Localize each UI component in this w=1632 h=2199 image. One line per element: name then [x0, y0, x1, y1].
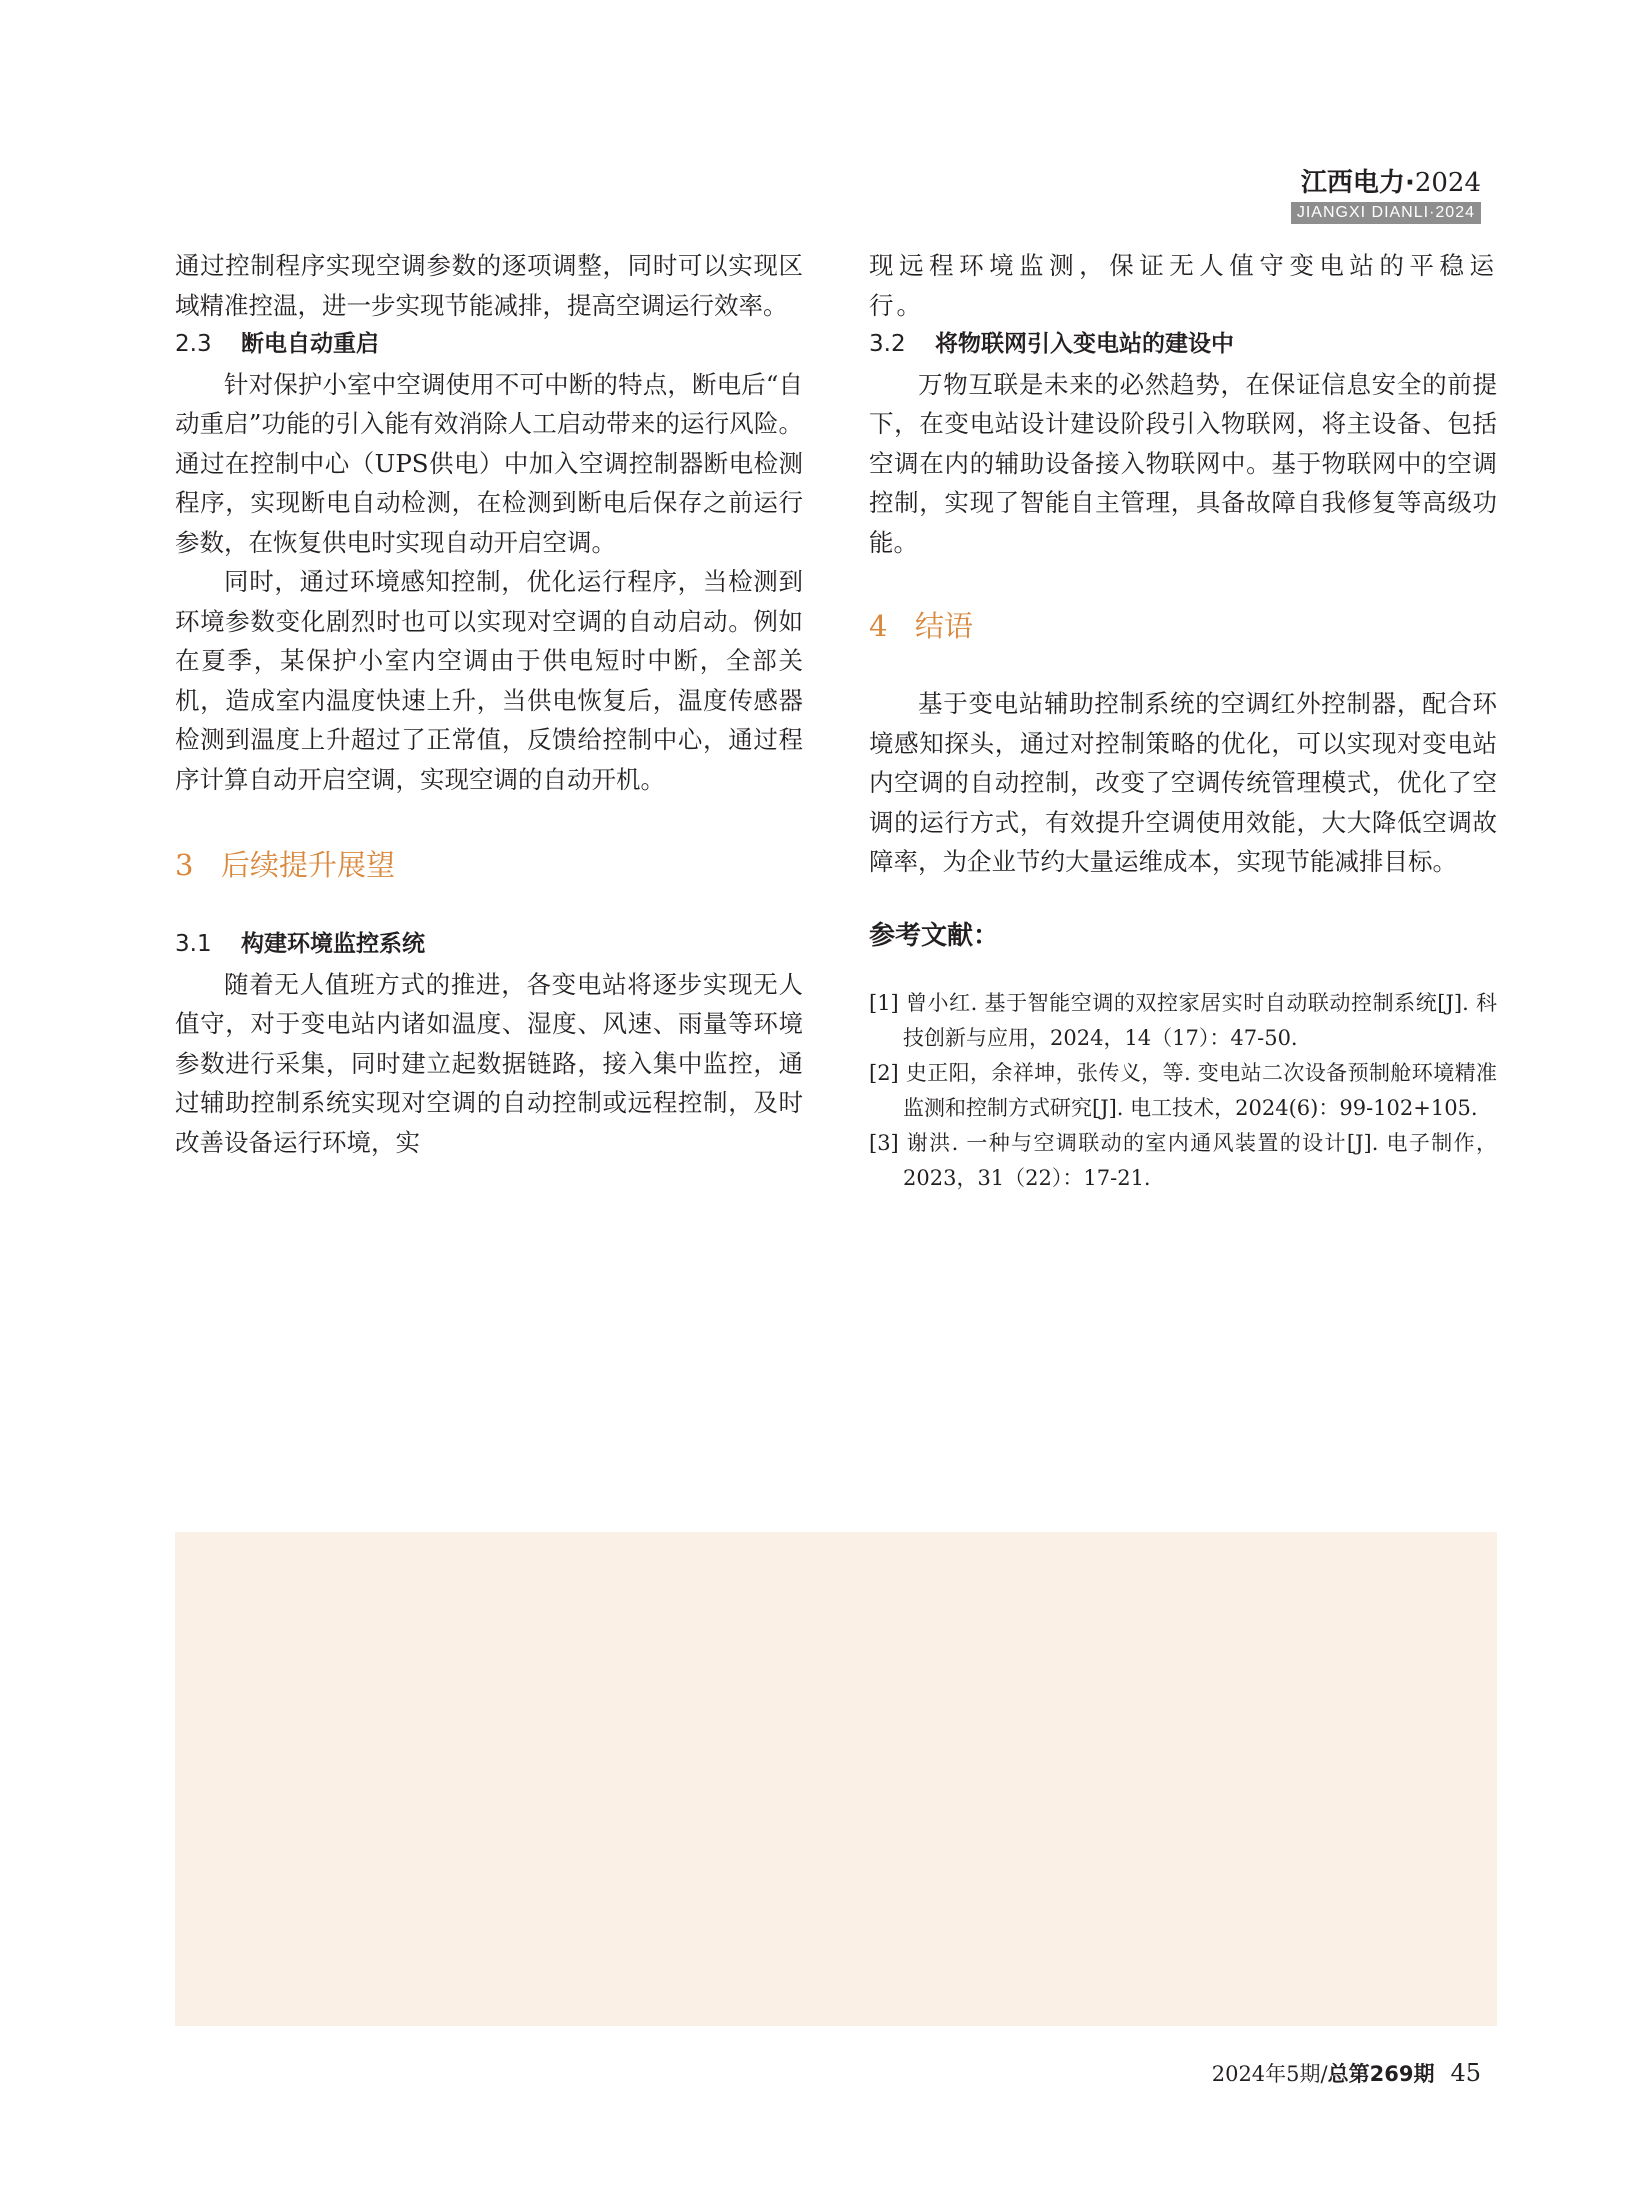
- right-column: [869, 246, 1497, 1196]
- left-column: [175, 246, 803, 1162]
- reference-item: [1] 曾小红. 基于智能空调的双控家居实时自动联动控制系统[J]. 科技创新与应用，2024，14（17）：47-50.: [869, 990, 1497, 1050]
- paragraph: 万物互联是未来的必然趋势，在保证信息安全的前提下，在变电站设计建设阶段引入物联网，将主设备、包括空调在内的辅助设备接入物联网中。基于物联网中的空调控制，实现了智能自主管理，具备故障自我修复等高级功能。: [869, 369, 1497, 557]
- journal-subtitle-badge: JIANGXI DIANLI·2024: [1291, 202, 1481, 224]
- reference-item: [2] 史正阳，余祥坤，张传义，等. 变电站二次设备预制舱环境精准监测和控制方式研究[J]. 电工技术，2024(6)：99-102+105.: [869, 1060, 1497, 1120]
- section-4-heading: 4 结语: [869, 609, 974, 643]
- section-2-3-heading: 2.3 断电自动重启: [175, 331, 379, 357]
- references-title: 参考文献：: [869, 920, 1000, 951]
- section-3-1-heading: 3.1 构建环境监控系统: [175, 931, 425, 957]
- reference-item: [3] 谢洪. 一种与空调联动的室内通风装置的设计[J]. 电子制作，2023，31（22）：17-21.: [869, 1130, 1497, 1190]
- masthead: [1291, 166, 1481, 224]
- paragraph: 同时，通过环境感知控制，优化运行程序，当检测到环境参数变化剧烈时也可以实现对空调的自动启动。例如在夏季，某保护小室内空调由于供电短时中断，全部关机，造成室内温度快速上升，当供电恢复后，温度传感器检测到温度上升超过了正常值，反馈给控制中心，通过程序计算自动开启空调，实现空调的自动开机。: [175, 567, 803, 794]
- paragraph: 基于变电站辅助控制系统的空调红外控制器，配合环境感知探头，通过对控制策略的优化，可以实现对变电站内空调的自动控制，改变了空调传统管理模式，优化了空调的运行方式，有效提升空调使用效能，大大降低空调故障率，为企业节约大量运维成本，实现节能减排目标。: [869, 689, 1497, 876]
- issue-info: 2024年5期/: [1211, 2062, 1328, 2086]
- paragraph-continued: 通过控制程序实现空调参数的逐项调整，同时可以实现区域精准控温，进一步实现节能减排，提高空调运行效率。: [175, 251, 803, 320]
- blank-tinted-panel: [175, 1532, 1497, 2026]
- page-number: 45: [1450, 2059, 1481, 2087]
- section-3-2-heading: 3.2 将物联网引入变电站的建设中: [869, 331, 1234, 357]
- page-footer: [1212, 2058, 1481, 2089]
- paragraph: 随着无人值班方式的推进，各变电站将逐步实现无人值守，对于变电站内诸如温度、湿度、风速、雨量等环境参数进行采集，同时建立起数据链路，接入集中监控，通过辅助控制系统实现对空调的自动控制或远程控制，及时改善设备运行环境，实: [175, 969, 803, 1157]
- issue-total: 总第269期: [1327, 2062, 1435, 2086]
- journal-title: 江西电力·2024: [1300, 168, 1481, 198]
- paragraph: 针对保护小室中空调使用不可中断的特点，断电后“自动重启”功能的引入能有效消除人工启动带来的运行风险。通过在控制中心（UPS供电）中加入空调控制器断电检测程序，实现断电自动检测，在检测到断电后保存之前运行参数，在恢复供电时实现自动开启空调。: [175, 369, 803, 557]
- section-3-heading: 3 后续提升展望: [175, 848, 396, 882]
- paragraph-continued: 现远程环境监测，保证无人值守变电站的平稳运行。: [869, 251, 1497, 320]
